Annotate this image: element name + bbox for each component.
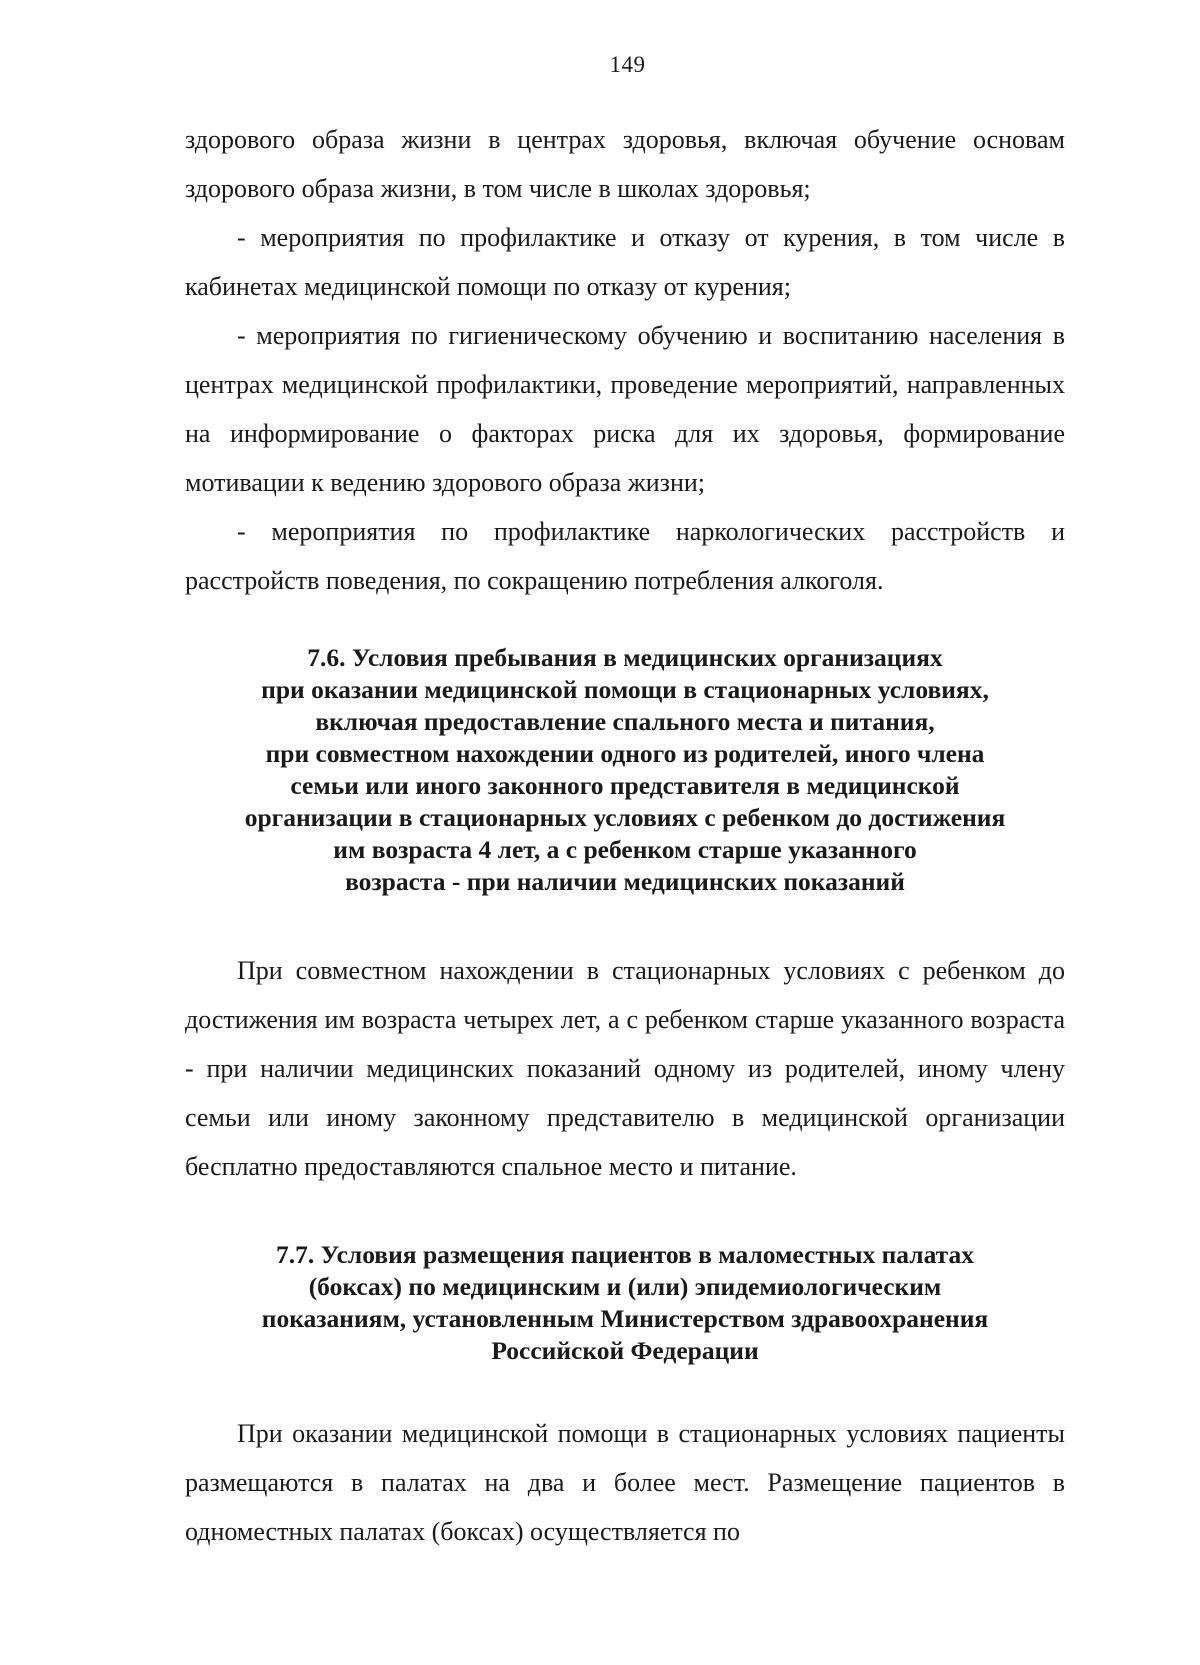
heading-line: при оказании медицинской помощи в стационарных условиях,: [261, 675, 989, 704]
text-block-prevention-measures: [185, 115, 1065, 605]
heading-line: возраста - при наличии медицинских показаний: [345, 867, 905, 896]
heading-line: (боксах) по медицинским и (или) эпидемиологическим: [308, 1272, 942, 1301]
heading-line: семьи или иного законного представителя в медицинской: [290, 771, 960, 800]
paragraph-continuation: здорового образа жизни в центрах здоровья, включая обучение основам здорового образа жизни, в том числе в школах здоровья;: [185, 125, 1065, 203]
text-block-joint-stay: [185, 946, 1065, 1191]
paragraph-ward-placement: При оказании медицинской помощи в стационарных условиях пациенты размещаются в палатах на два и более мест. Размещение пациентов в одноместных палатах (боксах) осуществляется по: [185, 1419, 1065, 1546]
heading-line: организации в стационарных условиях с ребенком до достижения: [244, 803, 1006, 832]
heading-line: показаниям, установленным Министерством здравоохранения: [261, 1304, 989, 1333]
paragraph-narcology-prevention: - мероприятия по профилактике наркологических расстройств и расстройств поведения, по сокращению потребления алкоголя.: [185, 517, 1065, 595]
heading-line: включая предоставление спального места и питания,: [315, 707, 935, 736]
heading-line: им возраста 4 лет, а с ребенком старше указанного: [333, 835, 917, 864]
paragraph-smoking-prevention: - мероприятия по профилактике и отказу от курения, в том числе в кабинетах медицинской помощи по отказу от курения;: [185, 223, 1065, 301]
section-heading-7-7: [150, 1239, 1100, 1367]
text-block-ward-placement: [185, 1409, 1065, 1556]
paragraph-hygiene-education: - мероприятия по гигиеническому обучению и воспитанию населения в центрах медицинской профилактики, проведение мероприятий, направленных на информирование о факторах риска для их здоровья, формирование мотивации к ведению здорового образа жизни;: [185, 321, 1065, 497]
page-number: 149: [609, 52, 646, 77]
section-heading-7-6: [150, 642, 1100, 898]
paragraph-joint-stay: При совместном нахождении в стационарных условиях с ребенком до достижения им возраста четырех лет, а с ребенком старше указанного возраста - при наличии медицинских показаний одному из родителей, иному члену семьи или иному законному представителю в медицинской организации бесплатно предоставляются спальное место и питание.: [185, 956, 1065, 1181]
heading-line: 7.6. Условия пребывания в медицинских организациях: [307, 643, 943, 672]
heading-line: Российской Федерации: [491, 1336, 759, 1365]
heading-line: 7.7. Условия размещения пациентов в маломестных палатах: [275, 1240, 974, 1269]
heading-line: при совместном нахождении одного из родителей, иного члена: [265, 739, 985, 768]
